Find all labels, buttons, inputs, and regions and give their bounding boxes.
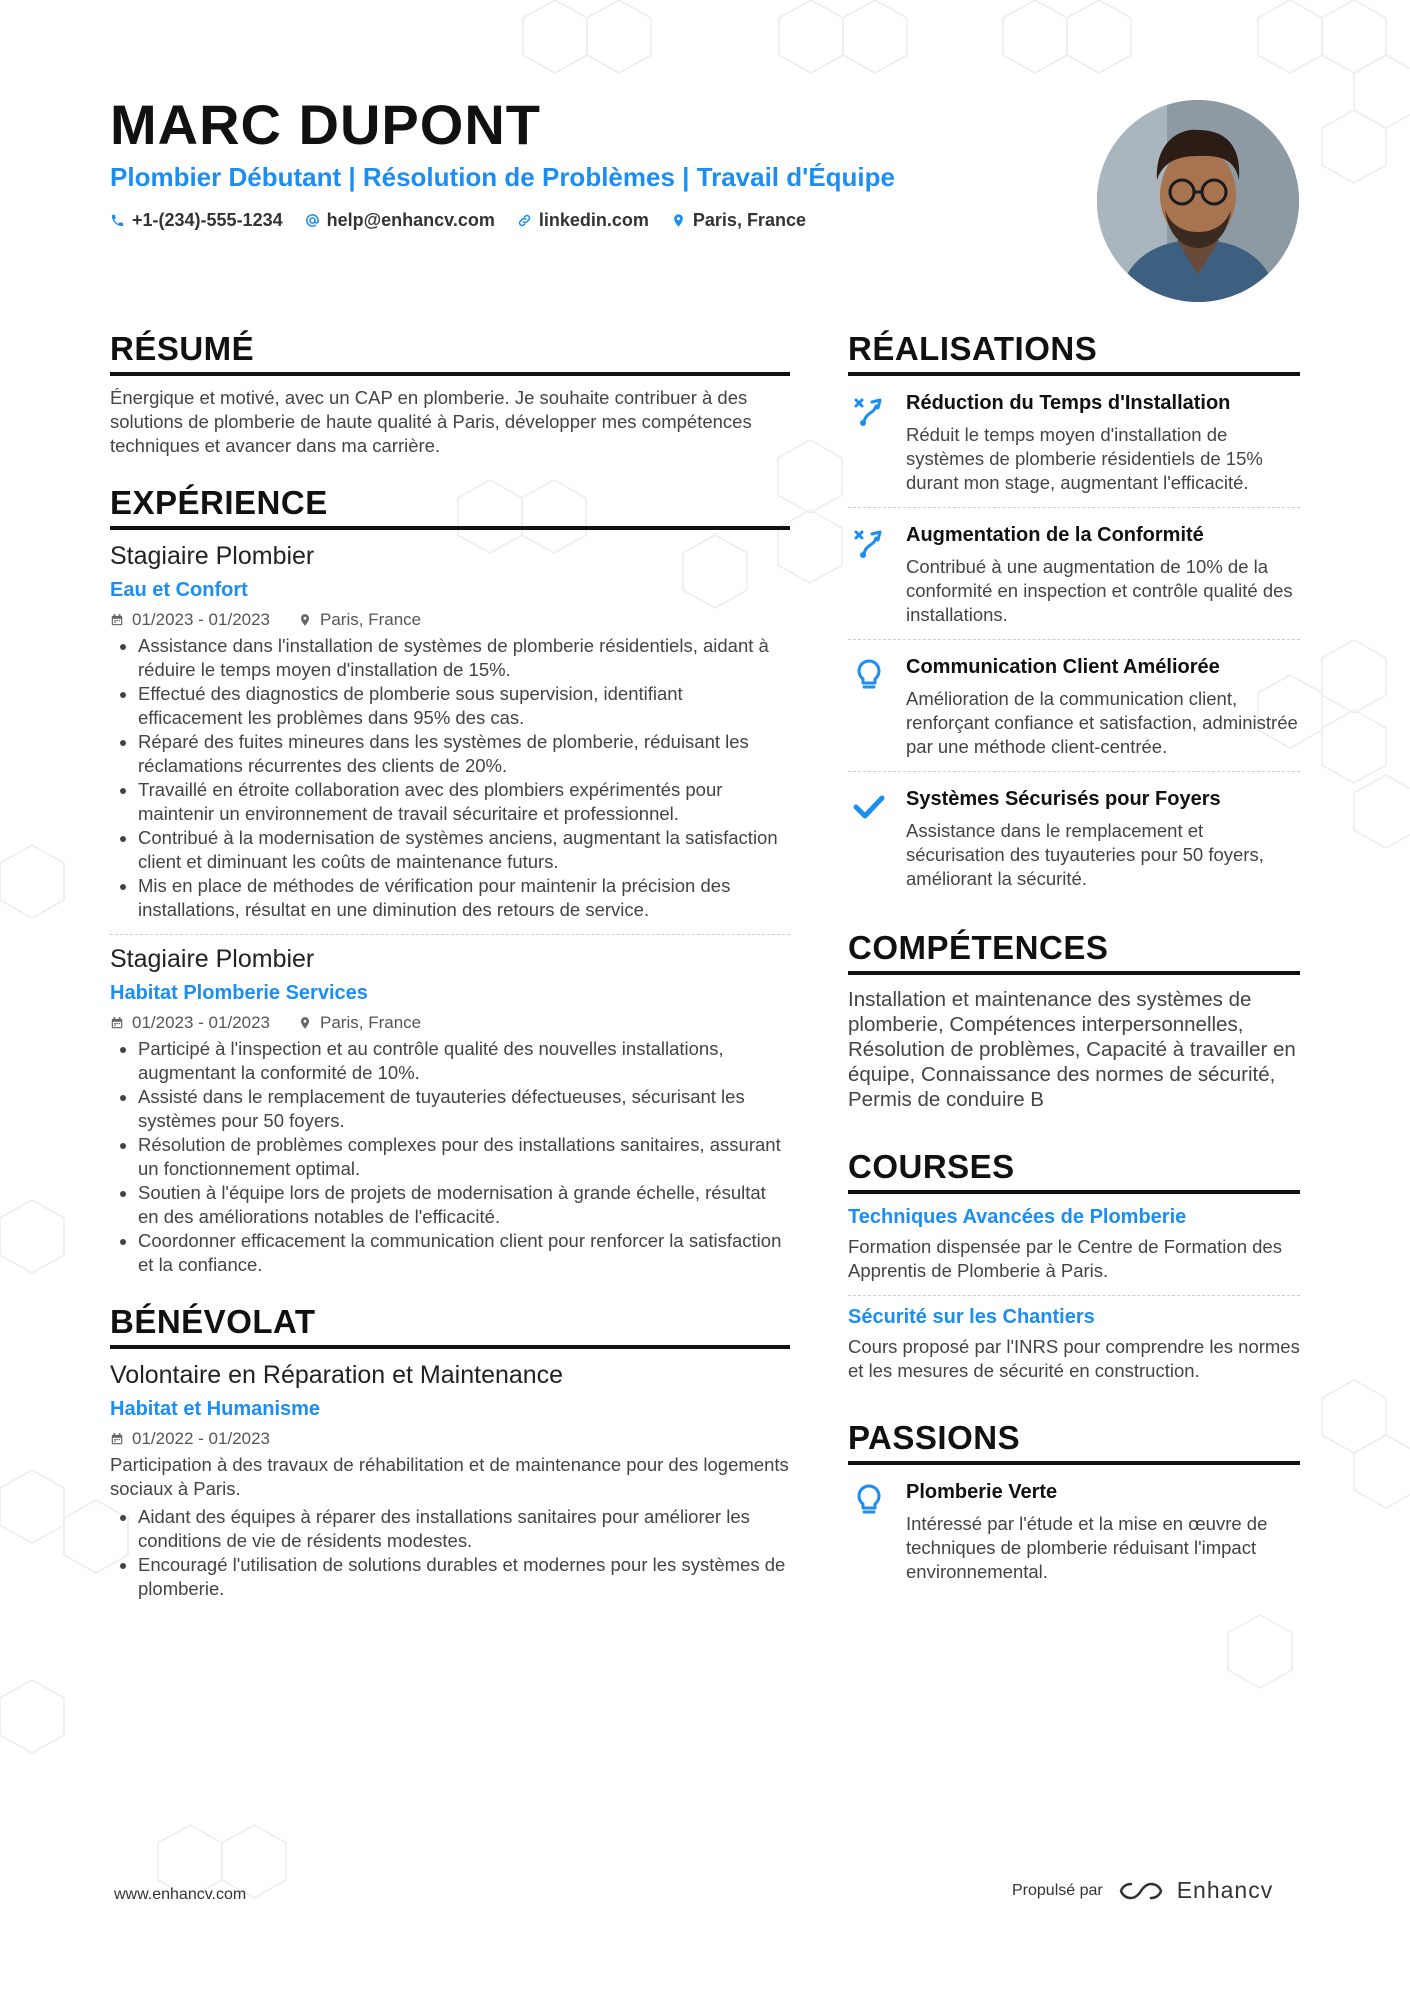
volunteer-role: Volontaire en Réparation et Maintenance — [110, 1361, 564, 1389]
achievement-item — [848, 771, 1300, 903]
experience-entry — [110, 945, 790, 1277]
experience-section — [110, 484, 790, 1277]
summary-title: RÉSUMÉ — [110, 330, 790, 376]
location-pin-icon — [298, 1016, 312, 1030]
list-item: • Coordonner efficacement la communication client pour renforcer la satisfaction et la confiance. — [138, 1229, 790, 1277]
calendar-icon — [110, 1016, 124, 1030]
experience-entry — [110, 542, 790, 922]
achievement-item — [848, 507, 1300, 639]
passion-desc: Intéressé par l'étude et la mise en œuvre de techniques de plomberie réduisant l'impact environnemental. — [906, 1513, 1268, 1582]
achievement-title: Augmentation de la Conformité — [906, 524, 1204, 546]
job-meta — [110, 610, 790, 630]
volunteer-title: BÉNÉVOLAT — [110, 1303, 790, 1349]
achievements-title: RÉALISATIONS — [848, 330, 1300, 376]
contact-linkedin[interactable] — [517, 210, 649, 231]
job-role: Stagiaire Plombier — [110, 945, 315, 973]
courses-title: COURSES — [848, 1148, 1300, 1194]
experience-title: EXPÉRIENCE — [110, 484, 790, 530]
course-title: Techniques Avancées de Plomberie — [848, 1206, 1187, 1228]
achievement-item — [848, 639, 1300, 771]
volunteer-section — [110, 1303, 790, 1601]
calendar-icon — [110, 1432, 124, 1446]
lightbulb-icon — [852, 658, 886, 692]
achievement-title: Systèmes Sécurisés pour Foyers — [906, 788, 1221, 810]
link-icon — [517, 213, 532, 228]
achievement-desc: Réduit le temps moyen d'installation de systèmes de plomberie résidentiels de 15% durant mon stage, augmentant l'efficacité. — [906, 424, 1263, 493]
list-item: • Travaillé en étroite collaboration avec des plombiers expérimentés pour maintenir un environnement de travail sécuritaire et professionnel. — [138, 778, 790, 826]
list-item: • Soutien à l'équipe lors de projets de modernisation à grande échelle, résultat en des améliorations notables de l'efficacité. — [138, 1181, 790, 1229]
at-icon — [305, 213, 320, 228]
passions-section — [848, 1419, 1300, 1596]
volunteer-dates: 01/2022 - 01/2023 — [132, 1429, 271, 1448]
contact-linkedin-text: linkedin.com — [538, 210, 649, 230]
contact-phone-text: +1-(234)-555-1234 — [132, 210, 283, 230]
route-icon — [852, 526, 886, 560]
job-location: Paris, France — [320, 610, 422, 629]
skills-title: COMPÉTENCES — [848, 929, 1300, 975]
achievement-title: Communication Client Améliorée — [906, 656, 1220, 678]
list-item: • Assisté dans le remplacement de tuyauteries défectueuses, sécurisant les systèmes pour 50 foyers. — [138, 1085, 790, 1133]
job-role: Stagiaire Plombier — [110, 542, 315, 570]
achievement-desc: Assistance dans le remplacement et sécurisation des tuyauteries pour 50 foyers, améliorant la sécurité. — [906, 820, 1264, 889]
course-desc: Cours proposé par l'INRS pour comprendre les normes et les mesures de sécurité en construction. — [848, 1336, 1300, 1381]
list-item: • Assistance dans l'installation de systèmes de plomberie résidentiels, aidant à réduire le temps moyen d'installation de 15%. — [138, 634, 790, 682]
phone-icon — [110, 213, 125, 228]
volunteer-meta — [110, 1429, 790, 1449]
passion-item — [848, 1465, 1300, 1596]
achievements-section — [848, 330, 1300, 903]
job-dates: 01/2023 - 01/2023 — [132, 610, 271, 629]
job-company: Habitat Plomberie Services — [110, 982, 368, 1004]
job-location: Paris, France — [320, 1013, 422, 1032]
contact-location — [671, 210, 806, 231]
job-company: Eau et Confort — [110, 579, 248, 601]
enhancv-brand[interactable]: Enhancv — [1176, 1877, 1274, 1903]
list-item: • Contribué à la modernisation de systèmes anciens, augmentant la satisfaction client et diminuant les coûts de maintenance futurs. — [138, 826, 790, 874]
achievement-desc: Amélioration de la communication client, renforçant confiance et satisfaction, administrée par une méthode client-centrée. — [906, 688, 1298, 757]
passions-title: PASSIONS — [848, 1419, 1300, 1465]
volunteer-description: Participation à des travaux de réhabilitation et de maintenance pour des logements sociaux à Paris. — [110, 1454, 789, 1499]
list-item: • Encouragé l'utilisation de solutions durables et modernes pour les systèmes de plomberie. — [138, 1553, 790, 1601]
skills-text: Installation et maintenance des systèmes de plomberie, Compétences interpersonnelles, Résolution de problèmes, Capacité à travailler en équipe, Connaissance des normes de sécurité, Permis de conduire B — [848, 988, 1296, 1111]
left-column — [110, 330, 790, 1627]
contact-email[interactable] — [305, 210, 495, 231]
entry-divider — [848, 1295, 1300, 1296]
courses-section — [848, 1148, 1300, 1383]
contact-email-text: help@enhancv.com — [326, 210, 495, 230]
checkmark-icon — [852, 790, 886, 824]
list-item: • Résolution de problèmes complexes pour des installations sanitaires, assurant un fonctionnement optimal. — [138, 1133, 790, 1181]
achievement-desc: Contribué à une augmentation de 10% de la conformité en inspection et contrôle qualité des installations. — [906, 556, 1293, 625]
location-pin-icon — [298, 613, 312, 627]
lightbulb-icon — [852, 1483, 886, 1517]
summary-text: Énergique et motivé, avec un CAP en plomberie. Je souhaite contribuer à des solutions de plomberie de haute qualité à Paris, développer mes compétences techniques et avancer dans ma carrière. — [110, 387, 752, 456]
list-item: • Réparé des fuites mineures dans les systèmes de plomberie, réduisant les réclamations récurrentes des clients de 20%. — [138, 730, 790, 778]
contact-info — [110, 210, 806, 231]
contact-location-text: Paris, France — [692, 210, 806, 230]
powered-by-label: Propulsé par — [1012, 1881, 1103, 1899]
skills-section — [848, 929, 1300, 1112]
right-column — [848, 330, 1300, 1622]
job-dates: 01/2023 - 01/2023 — [132, 1013, 271, 1032]
candidate-headline: Plombier Débutant | Résolution de Problèmes | Travail d'Équipe — [110, 162, 895, 192]
summary-section — [110, 330, 790, 458]
achievement-title: Réduction du Temps d'Installation — [906, 392, 1231, 414]
volunteer-bullets — [110, 1505, 790, 1601]
route-icon — [852, 394, 886, 428]
list-item: • Mis en place de méthodes de vérification pour maintenir la précision des installations, résultat en une diminution des retours de service. — [138, 874, 790, 922]
list-item: • Aidant des équipes à réparer des installations sanitaires pour améliorer les conditions de vie de résidents modestes. — [138, 1505, 790, 1553]
list-item: • Effectué des diagnostics de plomberie sous supervision, identifiant efficacement les problèmes dans 95% des cas. — [138, 682, 790, 730]
profile-photo — [1097, 100, 1299, 302]
footer-website[interactable]: www.enhancv.com — [114, 1886, 247, 1903]
entry-divider — [110, 934, 790, 935]
course-title: Sécurité sur les Chantiers — [848, 1306, 1095, 1328]
enhancv-logo-icon — [1117, 1878, 1163, 1904]
list-item: • Participé à l'inspection et au contrôle qualité des nouvelles installations, augmentant la conformité de 10%. — [138, 1037, 790, 1085]
job-bullets — [110, 634, 790, 922]
job-meta — [110, 1013, 790, 1033]
location-pin-icon — [671, 213, 686, 228]
footer-branding — [1012, 1877, 1273, 1904]
job-bullets — [110, 1037, 790, 1277]
volunteer-org: Habitat et Humanisme — [110, 1398, 321, 1420]
candidate-name: MARC DUPONT — [110, 93, 541, 156]
course-desc: Formation dispensée par le Centre de Formation des Apprentis de Plomberie à Paris. — [848, 1236, 1282, 1281]
calendar-icon — [110, 613, 124, 627]
contact-phone[interactable] — [110, 210, 283, 231]
achievement-item — [848, 376, 1300, 507]
passion-title: Plomberie Verte — [906, 1481, 1058, 1503]
